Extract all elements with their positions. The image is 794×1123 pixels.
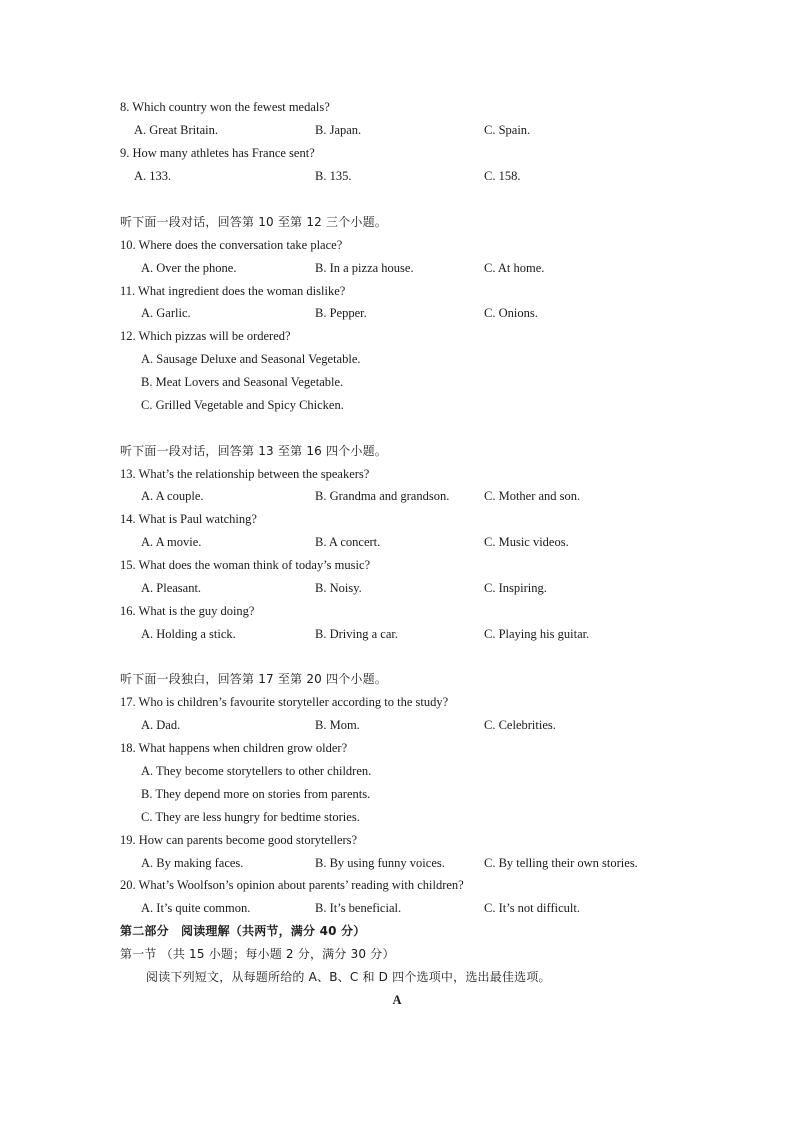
option-16a: A. Holding a stick. [141,627,236,641]
question-10: 10. Where does the conversation take place? [120,238,343,252]
option-10b: B. In a pizza house. [315,261,414,275]
question-16: 16. What is the guy doing? [120,604,255,618]
option-15b: B. Noisy. [315,581,362,595]
section-one-heading: 第一节 （共 15 小题；每小题 2 分，满分 30 分） [120,947,395,961]
section-heading-17-20: 听下面一段独白，回答第 17 至第 20 四个小题。 [120,672,387,686]
option-8a: A. Great Britain. [134,123,219,137]
question-8: 8. Which country won the fewest medals? [120,100,330,114]
option-14a: A. A movie. [141,535,202,549]
option-9b: B. 135. [315,169,352,183]
option-15a: A. Pleasant. [141,581,202,595]
option-19c: C. By telling their own stories. [484,856,638,870]
question-19: 19. How can parents become good storytellers? [120,833,358,847]
option-12b: B. Meat Lovers and Seasonal Vegetable. [141,375,344,389]
question-9: 9. How many athletes has France sent? [120,146,315,160]
option-20b: B. It’s beneficial. [315,901,402,915]
option-19a: A. By making faces. [141,856,244,870]
option-18b: B. They depend more on stories from parents. [141,787,371,801]
option-12c: C. Grilled Vegetable and Spicy Chicken. [141,398,344,412]
option-16b: B. Driving a car. [315,627,398,641]
question-12: 12. Which pizzas will be ordered? [120,329,291,343]
option-11b: B. Pepper. [315,306,367,320]
option-8c: C. Spain. [484,123,531,137]
reading-instructions: 阅读下列短文，从每题所给的 A、B、C 和 D 四个选项中，选出最佳选项。 [146,970,551,984]
question-17: 17. Who is children’s favourite storyteller according to the study? [120,695,449,709]
option-20c: C. It’s not difficult. [484,901,580,915]
question-18: 18. What happens when children grow older? [120,741,348,755]
question-15: 15. What does the woman think of today’s music? [120,558,371,572]
option-12a: A. Sausage Deluxe and Seasonal Vegetable. [141,352,361,366]
option-13c: C. Mother and son. [484,489,581,503]
option-11a: A. Garlic. [141,306,191,320]
section-heading-10-12: 听下面一段对话，回答第 10 至第 12 三个小题。 [120,215,387,229]
passage-label: A [392,993,402,1007]
option-14b: B. A concert. [315,535,381,549]
question-20: 20. What’s Woolfson’s opinion about parents’ reading with children? [120,878,464,892]
question-11: 11. What ingredient does the woman dislike? [120,284,346,298]
option-10c: C. At home. [484,261,545,275]
option-14c: C. Music videos. [484,535,569,549]
question-13: 13. What’s the relationship between the speakers? [120,467,370,481]
option-17a: A. Dad. [141,718,181,732]
section-heading-13-16: 听下面一段对话，回答第 13 至第 16 四个小题。 [120,444,387,458]
option-17c: C. Celebrities. [484,718,556,732]
option-10a: A. Over the phone. [141,261,237,275]
option-17b: B. Mom. [315,718,360,732]
question-14: 14. What is Paul watching? [120,512,257,526]
option-16c: C. Playing his guitar. [484,627,590,641]
option-20a: A. It’s quite common. [141,901,251,915]
part-two-heading: 第二部分 阅读理解（共两节，满分 40 分） [120,924,366,938]
option-9c: C. 158. [484,169,521,183]
option-18c: C. They are less hungry for bedtime stories. [141,810,360,824]
option-8b: B. Japan. [315,123,362,137]
option-11c: C. Onions. [484,306,538,320]
option-13a: A. A couple. [141,489,204,503]
option-18a: A. They become storytellers to other children. [141,764,372,778]
option-19b: B. By using funny voices. [315,856,445,870]
option-9a: A. 133. [134,169,172,183]
option-13b: B. Grandma and grandson. [315,489,450,503]
option-15c: C. Inspiring. [484,581,547,595]
